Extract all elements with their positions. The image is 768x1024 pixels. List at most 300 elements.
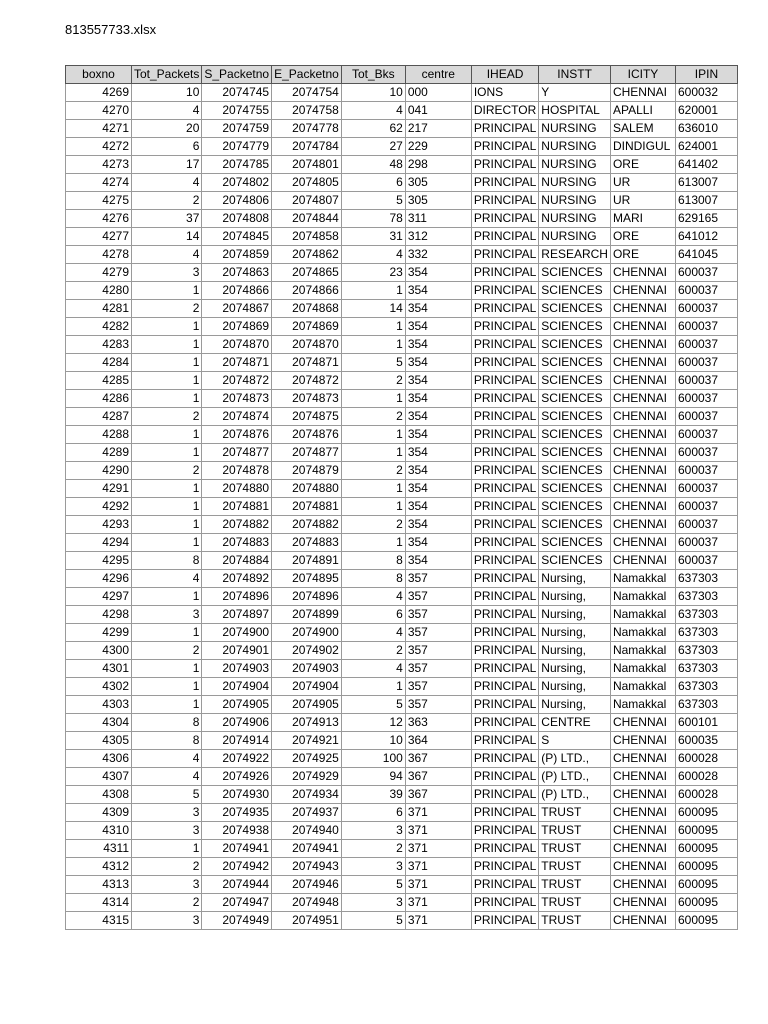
cell-e-packetno[interactable]: 2074934 — [272, 786, 342, 804]
cell-centre[interactable]: 371 — [405, 894, 471, 912]
cell-s-packetno[interactable]: 2074871 — [202, 354, 272, 372]
cell-icity[interactable]: CHENNAI — [610, 822, 675, 840]
cell-ihead[interactable]: PRINCIPAL — [471, 678, 538, 696]
cell-tot-packets[interactable]: 1 — [132, 444, 202, 462]
cell-tot-packets[interactable]: 2 — [132, 858, 202, 876]
cell-s-packetno[interactable]: 2074745 — [202, 84, 272, 102]
cell-boxno[interactable]: 4294 — [66, 534, 132, 552]
cell-boxno[interactable]: 4277 — [66, 228, 132, 246]
cell-tot-packets[interactable]: 2 — [132, 300, 202, 318]
cell-instt[interactable]: SCIENCES — [539, 462, 611, 480]
cell-centre[interactable]: 305 — [405, 174, 471, 192]
cell-ihead[interactable]: PRINCIPAL — [471, 822, 538, 840]
cell-ihead[interactable]: PRINCIPAL — [471, 570, 538, 588]
cell-s-packetno[interactable]: 2074947 — [202, 894, 272, 912]
cell-ipin[interactable]: 613007 — [675, 174, 737, 192]
cell-centre[interactable]: 354 — [405, 480, 471, 498]
cell-s-packetno[interactable]: 2074806 — [202, 192, 272, 210]
cell-ihead[interactable]: PRINCIPAL — [471, 588, 538, 606]
cell-boxno[interactable]: 4271 — [66, 120, 132, 138]
cell-tot-packets[interactable]: 1 — [132, 480, 202, 498]
cell-tot-packets[interactable]: 4 — [132, 570, 202, 588]
cell-boxno[interactable]: 4310 — [66, 822, 132, 840]
cell-tot-bks[interactable]: 2 — [341, 516, 405, 534]
cell-tot-bks[interactable]: 5 — [341, 354, 405, 372]
cell-centre[interactable]: 354 — [405, 318, 471, 336]
cell-icity[interactable]: CHENNAI — [610, 786, 675, 804]
cell-e-packetno[interactable]: 2074937 — [272, 804, 342, 822]
cell-s-packetno[interactable]: 2074905 — [202, 696, 272, 714]
cell-ipin[interactable]: 641012 — [675, 228, 737, 246]
cell-ipin[interactable]: 600095 — [675, 858, 737, 876]
cell-boxno[interactable]: 4275 — [66, 192, 132, 210]
cell-icity[interactable]: Namakkal — [610, 624, 675, 642]
cell-instt[interactable]: TRUST — [539, 822, 611, 840]
cell-ipin[interactable]: 637303 — [675, 624, 737, 642]
cell-instt[interactable]: TRUST — [539, 876, 611, 894]
cell-ipin[interactable]: 600095 — [675, 840, 737, 858]
cell-instt[interactable]: HOSPITAL — [539, 102, 611, 120]
cell-icity[interactable]: CHENNAI — [610, 264, 675, 282]
cell-centre[interactable]: 354 — [405, 390, 471, 408]
cell-ihead[interactable]: PRINCIPAL — [471, 768, 538, 786]
cell-centre[interactable]: 367 — [405, 768, 471, 786]
cell-ipin[interactable]: 600037 — [675, 264, 737, 282]
cell-boxno[interactable]: 4296 — [66, 570, 132, 588]
cell-tot-bks[interactable]: 5 — [341, 696, 405, 714]
cell-e-packetno[interactable]: 2074904 — [272, 678, 342, 696]
cell-instt[interactable]: SCIENCES — [539, 444, 611, 462]
cell-tot-bks[interactable]: 5 — [341, 192, 405, 210]
cell-ihead[interactable]: PRINCIPAL — [471, 300, 538, 318]
cell-instt[interactable]: RESEARCH — [539, 246, 611, 264]
cell-icity[interactable]: ORE — [610, 246, 675, 264]
cell-instt[interactable]: Nursing, — [539, 678, 611, 696]
cell-boxno[interactable]: 4313 — [66, 876, 132, 894]
cell-ipin[interactable]: 637303 — [675, 642, 737, 660]
cell-centre[interactable]: 305 — [405, 192, 471, 210]
cell-e-packetno[interactable]: 2074899 — [272, 606, 342, 624]
cell-e-packetno[interactable]: 2074900 — [272, 624, 342, 642]
cell-tot-bks[interactable]: 6 — [341, 606, 405, 624]
cell-tot-packets[interactable]: 1 — [132, 318, 202, 336]
cell-boxno[interactable]: 4291 — [66, 480, 132, 498]
cell-centre[interactable]: 354 — [405, 516, 471, 534]
cell-s-packetno[interactable]: 2074880 — [202, 480, 272, 498]
cell-tot-bks[interactable]: 4 — [341, 660, 405, 678]
cell-tot-bks[interactable]: 12 — [341, 714, 405, 732]
cell-tot-bks[interactable]: 10 — [341, 732, 405, 750]
cell-e-packetno[interactable]: 2074877 — [272, 444, 342, 462]
cell-tot-bks[interactable]: 2 — [341, 408, 405, 426]
cell-ipin[interactable]: 600028 — [675, 786, 737, 804]
cell-s-packetno[interactable]: 2074785 — [202, 156, 272, 174]
cell-tot-packets[interactable]: 1 — [132, 534, 202, 552]
cell-s-packetno[interactable]: 2074869 — [202, 318, 272, 336]
cell-tot-bks[interactable]: 4 — [341, 624, 405, 642]
cell-instt[interactable]: TRUST — [539, 912, 611, 930]
cell-ihead[interactable]: PRINCIPAL — [471, 696, 538, 714]
cell-boxno[interactable]: 4315 — [66, 912, 132, 930]
cell-tot-bks[interactable]: 1 — [341, 678, 405, 696]
cell-tot-packets[interactable]: 4 — [132, 246, 202, 264]
cell-boxno[interactable]: 4300 — [66, 642, 132, 660]
cell-icity[interactable]: Namakkal — [610, 678, 675, 696]
cell-boxno[interactable]: 4303 — [66, 696, 132, 714]
cell-icity[interactable]: ORE — [610, 228, 675, 246]
cell-boxno[interactable]: 4270 — [66, 102, 132, 120]
cell-tot-packets[interactable]: 14 — [132, 228, 202, 246]
cell-ipin[interactable]: 600037 — [675, 408, 737, 426]
cell-ipin[interactable]: 600037 — [675, 318, 737, 336]
cell-boxno[interactable]: 4309 — [66, 804, 132, 822]
cell-s-packetno[interactable]: 2074866 — [202, 282, 272, 300]
cell-ipin[interactable]: 637303 — [675, 696, 737, 714]
cell-ihead[interactable]: PRINCIPAL — [471, 642, 538, 660]
cell-tot-bks[interactable]: 1 — [341, 534, 405, 552]
cell-centre[interactable]: 298 — [405, 156, 471, 174]
cell-tot-packets[interactable]: 3 — [132, 822, 202, 840]
cell-tot-packets[interactable]: 2 — [132, 894, 202, 912]
cell-ipin[interactable]: 600035 — [675, 732, 737, 750]
cell-tot-packets[interactable]: 5 — [132, 786, 202, 804]
cell-ihead[interactable]: PRINCIPAL — [471, 912, 538, 930]
cell-tot-bks[interactable]: 31 — [341, 228, 405, 246]
cell-s-packetno[interactable]: 2074942 — [202, 858, 272, 876]
cell-tot-bks[interactable]: 10 — [341, 84, 405, 102]
cell-centre[interactable]: 354 — [405, 372, 471, 390]
cell-icity[interactable]: CHENNAI — [610, 426, 675, 444]
cell-centre[interactable]: 354 — [405, 282, 471, 300]
cell-centre[interactable]: 357 — [405, 624, 471, 642]
cell-icity[interactable]: CHENNAI — [610, 894, 675, 912]
cell-ipin[interactable]: 600037 — [675, 462, 737, 480]
cell-tot-bks[interactable]: 3 — [341, 894, 405, 912]
cell-boxno[interactable]: 4287 — [66, 408, 132, 426]
cell-ihead[interactable]: PRINCIPAL — [471, 750, 538, 768]
cell-tot-bks[interactable]: 1 — [341, 444, 405, 462]
cell-ihead[interactable]: PRINCIPAL — [471, 174, 538, 192]
cell-instt[interactable]: SCIENCES — [539, 264, 611, 282]
cell-e-packetno[interactable]: 2074801 — [272, 156, 342, 174]
cell-ihead[interactable]: PRINCIPAL — [471, 120, 538, 138]
cell-ihead[interactable]: IONS — [471, 84, 538, 102]
cell-s-packetno[interactable]: 2074863 — [202, 264, 272, 282]
cell-tot-packets[interactable]: 20 — [132, 120, 202, 138]
cell-instt[interactable]: NURSING — [539, 228, 611, 246]
cell-icity[interactable]: CHENNAI — [610, 390, 675, 408]
cell-tot-bks[interactable]: 3 — [341, 822, 405, 840]
cell-tot-bks[interactable]: 78 — [341, 210, 405, 228]
column-header-s-packetno[interactable]: S_Packetno — [202, 66, 272, 84]
cell-centre[interactable]: 367 — [405, 750, 471, 768]
cell-boxno[interactable]: 4304 — [66, 714, 132, 732]
cell-e-packetno[interactable]: 2074784 — [272, 138, 342, 156]
cell-e-packetno[interactable]: 2074943 — [272, 858, 342, 876]
cell-centre[interactable]: 354 — [405, 462, 471, 480]
cell-boxno[interactable]: 4281 — [66, 300, 132, 318]
cell-boxno[interactable]: 4279 — [66, 264, 132, 282]
cell-centre[interactable]: 354 — [405, 300, 471, 318]
cell-icity[interactable]: CHENNAI — [610, 516, 675, 534]
cell-boxno[interactable]: 4301 — [66, 660, 132, 678]
cell-tot-packets[interactable]: 2 — [132, 408, 202, 426]
cell-ipin[interactable]: 600037 — [675, 336, 737, 354]
cell-s-packetno[interactable]: 2074892 — [202, 570, 272, 588]
cell-ipin[interactable]: 600037 — [675, 552, 737, 570]
cell-s-packetno[interactable]: 2074935 — [202, 804, 272, 822]
cell-tot-packets[interactable]: 8 — [132, 552, 202, 570]
cell-centre[interactable]: 332 — [405, 246, 471, 264]
cell-s-packetno[interactable]: 2074901 — [202, 642, 272, 660]
cell-centre[interactable]: 229 — [405, 138, 471, 156]
cell-centre[interactable]: 311 — [405, 210, 471, 228]
cell-s-packetno[interactable]: 2074870 — [202, 336, 272, 354]
cell-centre[interactable]: 357 — [405, 588, 471, 606]
cell-instt[interactable]: NURSING — [539, 174, 611, 192]
cell-ihead[interactable]: PRINCIPAL — [471, 282, 538, 300]
cell-instt[interactable]: SCIENCES — [539, 552, 611, 570]
cell-ipin[interactable]: 600037 — [675, 480, 737, 498]
cell-ihead[interactable]: PRINCIPAL — [471, 480, 538, 498]
cell-ipin[interactable]: 600037 — [675, 390, 737, 408]
cell-instt[interactable]: (P) LTD., — [539, 750, 611, 768]
cell-tot-packets[interactable]: 1 — [132, 372, 202, 390]
cell-tot-packets[interactable]: 17 — [132, 156, 202, 174]
cell-icity[interactable]: CHENNAI — [610, 408, 675, 426]
cell-e-packetno[interactable]: 2074869 — [272, 318, 342, 336]
cell-ipin[interactable]: 637303 — [675, 588, 737, 606]
column-header-boxno[interactable]: boxno — [66, 66, 132, 84]
cell-ihead[interactable]: PRINCIPAL — [471, 714, 538, 732]
cell-ihead[interactable]: PRINCIPAL — [471, 606, 538, 624]
cell-instt[interactable]: SCIENCES — [539, 372, 611, 390]
cell-ihead[interactable]: PRINCIPAL — [471, 210, 538, 228]
cell-instt[interactable]: Nursing, — [539, 696, 611, 714]
cell-icity[interactable]: MARI — [610, 210, 675, 228]
cell-ipin[interactable]: 600037 — [675, 354, 737, 372]
cell-tot-bks[interactable]: 14 — [341, 300, 405, 318]
cell-centre[interactable]: 357 — [405, 696, 471, 714]
cell-tot-bks[interactable]: 1 — [341, 336, 405, 354]
cell-tot-bks[interactable]: 5 — [341, 876, 405, 894]
cell-icity[interactable]: CHENNAI — [610, 750, 675, 768]
cell-boxno[interactable]: 4282 — [66, 318, 132, 336]
cell-ihead[interactable]: PRINCIPAL — [471, 264, 538, 282]
cell-instt[interactable]: SCIENCES — [539, 354, 611, 372]
cell-instt[interactable]: SCIENCES — [539, 498, 611, 516]
column-header-ipin[interactable]: IPIN — [675, 66, 737, 84]
cell-s-packetno[interactable]: 2074859 — [202, 246, 272, 264]
cell-e-packetno[interactable]: 2074903 — [272, 660, 342, 678]
cell-tot-packets[interactable]: 4 — [132, 174, 202, 192]
cell-ipin[interactable]: 600037 — [675, 300, 737, 318]
cell-instt[interactable]: SCIENCES — [539, 300, 611, 318]
cell-boxno[interactable]: 4283 — [66, 336, 132, 354]
cell-tot-packets[interactable]: 1 — [132, 390, 202, 408]
cell-s-packetno[interactable]: 2074904 — [202, 678, 272, 696]
cell-ipin[interactable]: 600101 — [675, 714, 737, 732]
cell-ihead[interactable]: PRINCIPAL — [471, 498, 538, 516]
cell-e-packetno[interactable]: 2074895 — [272, 570, 342, 588]
cell-boxno[interactable]: 4269 — [66, 84, 132, 102]
column-header-centre[interactable]: centre — [405, 66, 471, 84]
cell-s-packetno[interactable]: 2074845 — [202, 228, 272, 246]
column-header-instt[interactable]: INSTT — [539, 66, 611, 84]
column-header-ihead[interactable]: IHEAD — [471, 66, 538, 84]
cell-icity[interactable]: CHENNAI — [610, 354, 675, 372]
cell-ihead[interactable]: PRINCIPAL — [471, 138, 538, 156]
column-header-icity[interactable]: ICITY — [610, 66, 675, 84]
cell-tot-packets[interactable]: 1 — [132, 840, 202, 858]
cell-instt[interactable]: SCIENCES — [539, 282, 611, 300]
cell-icity[interactable]: Namakkal — [610, 606, 675, 624]
cell-ipin[interactable]: 600037 — [675, 498, 737, 516]
cell-icity[interactable]: CHENNAI — [610, 480, 675, 498]
cell-ipin[interactable]: 600037 — [675, 444, 737, 462]
cell-e-packetno[interactable]: 2074921 — [272, 732, 342, 750]
cell-centre[interactable]: 354 — [405, 534, 471, 552]
cell-centre[interactable]: 357 — [405, 606, 471, 624]
cell-icity[interactable]: CHENNAI — [610, 534, 675, 552]
cell-ihead[interactable]: PRINCIPAL — [471, 390, 538, 408]
cell-boxno[interactable]: 4314 — [66, 894, 132, 912]
cell-instt[interactable]: TRUST — [539, 858, 611, 876]
cell-ihead[interactable]: PRINCIPAL — [471, 192, 538, 210]
cell-s-packetno[interactable]: 2074914 — [202, 732, 272, 750]
cell-instt[interactable]: TRUST — [539, 894, 611, 912]
cell-tot-bks[interactable]: 1 — [341, 480, 405, 498]
cell-icity[interactable]: SALEM — [610, 120, 675, 138]
cell-ipin[interactable]: 600037 — [675, 282, 737, 300]
cell-ipin[interactable]: 637303 — [675, 606, 737, 624]
cell-centre[interactable]: 371 — [405, 804, 471, 822]
cell-s-packetno[interactable]: 2074755 — [202, 102, 272, 120]
cell-centre[interactable]: 371 — [405, 876, 471, 894]
cell-ipin[interactable]: 629165 — [675, 210, 737, 228]
cell-tot-packets[interactable]: 8 — [132, 732, 202, 750]
cell-instt[interactable]: SCIENCES — [539, 390, 611, 408]
cell-boxno[interactable]: 4274 — [66, 174, 132, 192]
cell-e-packetno[interactable]: 2074880 — [272, 480, 342, 498]
cell-instt[interactable]: SCIENCES — [539, 318, 611, 336]
cell-ipin[interactable]: 636010 — [675, 120, 737, 138]
cell-ipin[interactable]: 600095 — [675, 894, 737, 912]
cell-e-packetno[interactable]: 2074913 — [272, 714, 342, 732]
cell-s-packetno[interactable]: 2074930 — [202, 786, 272, 804]
cell-instt[interactable]: NURSING — [539, 210, 611, 228]
cell-tot-bks[interactable]: 2 — [341, 642, 405, 660]
cell-tot-packets[interactable]: 1 — [132, 354, 202, 372]
cell-icity[interactable]: Namakkal — [610, 588, 675, 606]
cell-tot-bks[interactable]: 6 — [341, 804, 405, 822]
cell-instt[interactable]: Nursing, — [539, 624, 611, 642]
cell-instt[interactable]: NURSING — [539, 138, 611, 156]
cell-icity[interactable]: CHENNAI — [610, 876, 675, 894]
cell-tot-bks[interactable]: 4 — [341, 246, 405, 264]
cell-e-packetno[interactable]: 2074941 — [272, 840, 342, 858]
cell-ipin[interactable]: 600037 — [675, 372, 737, 390]
cell-ihead[interactable]: PRINCIPAL — [471, 894, 538, 912]
cell-instt[interactable]: SCIENCES — [539, 336, 611, 354]
cell-s-packetno[interactable]: 2074906 — [202, 714, 272, 732]
cell-e-packetno[interactable]: 2074946 — [272, 876, 342, 894]
cell-icity[interactable]: Namakkal — [610, 660, 675, 678]
cell-e-packetno[interactable]: 2074879 — [272, 462, 342, 480]
cell-boxno[interactable]: 4312 — [66, 858, 132, 876]
cell-s-packetno[interactable]: 2074884 — [202, 552, 272, 570]
cell-icity[interactable]: CHENNAI — [610, 858, 675, 876]
cell-tot-bks[interactable]: 1 — [341, 390, 405, 408]
cell-instt[interactable]: SCIENCES — [539, 426, 611, 444]
cell-e-packetno[interactable]: 2074858 — [272, 228, 342, 246]
cell-tot-packets[interactable]: 3 — [132, 912, 202, 930]
cell-boxno[interactable]: 4302 — [66, 678, 132, 696]
cell-boxno[interactable]: 4305 — [66, 732, 132, 750]
cell-centre[interactable]: 371 — [405, 822, 471, 840]
cell-s-packetno[interactable]: 2074759 — [202, 120, 272, 138]
cell-boxno[interactable]: 4298 — [66, 606, 132, 624]
cell-e-packetno[interactable]: 2074881 — [272, 498, 342, 516]
cell-instt[interactable]: SCIENCES — [539, 480, 611, 498]
cell-ihead[interactable]: PRINCIPAL — [471, 246, 538, 264]
cell-boxno[interactable]: 4308 — [66, 786, 132, 804]
cell-centre[interactable]: 354 — [405, 354, 471, 372]
cell-icity[interactable]: CHENNAI — [610, 444, 675, 462]
cell-ipin[interactable]: 637303 — [675, 678, 737, 696]
cell-tot-bks[interactable]: 8 — [341, 570, 405, 588]
cell-ipin[interactable]: 600095 — [675, 822, 737, 840]
cell-s-packetno[interactable]: 2074896 — [202, 588, 272, 606]
cell-tot-bks[interactable]: 2 — [341, 372, 405, 390]
cell-centre[interactable]: 364 — [405, 732, 471, 750]
cell-instt[interactable]: Nursing, — [539, 570, 611, 588]
cell-instt[interactable]: Nursing, — [539, 606, 611, 624]
cell-instt[interactable]: Nursing, — [539, 588, 611, 606]
cell-instt[interactable]: NURSING — [539, 120, 611, 138]
cell-e-packetno[interactable]: 2074925 — [272, 750, 342, 768]
cell-centre[interactable]: 357 — [405, 660, 471, 678]
cell-icity[interactable]: CHENNAI — [610, 840, 675, 858]
cell-centre[interactable]: 000 — [405, 84, 471, 102]
cell-ihead[interactable]: DIRECTOR — [471, 102, 538, 120]
cell-tot-packets[interactable]: 4 — [132, 768, 202, 786]
cell-boxno[interactable]: 4280 — [66, 282, 132, 300]
cell-boxno[interactable]: 4273 — [66, 156, 132, 174]
cell-instt[interactable]: SCIENCES — [539, 408, 611, 426]
cell-ihead[interactable]: PRINCIPAL — [471, 354, 538, 372]
cell-tot-packets[interactable]: 1 — [132, 696, 202, 714]
cell-ipin[interactable]: 641045 — [675, 246, 737, 264]
cell-instt[interactable]: NURSING — [539, 192, 611, 210]
cell-tot-packets[interactable]: 1 — [132, 588, 202, 606]
cell-ipin[interactable]: 600032 — [675, 84, 737, 102]
cell-icity[interactable]: Namakkal — [610, 570, 675, 588]
cell-e-packetno[interactable]: 2074871 — [272, 354, 342, 372]
cell-instt[interactable]: S — [539, 732, 611, 750]
cell-icity[interactable]: CHENNAI — [610, 714, 675, 732]
cell-tot-packets[interactable]: 1 — [132, 624, 202, 642]
cell-e-packetno[interactable]: 2074778 — [272, 120, 342, 138]
cell-ipin[interactable]: 641402 — [675, 156, 737, 174]
cell-icity[interactable]: CHENNAI — [610, 300, 675, 318]
cell-instt[interactable]: Y — [539, 84, 611, 102]
cell-boxno[interactable]: 4284 — [66, 354, 132, 372]
cell-s-packetno[interactable]: 2074882 — [202, 516, 272, 534]
cell-icity[interactable]: ORE — [610, 156, 675, 174]
cell-icity[interactable]: UR — [610, 174, 675, 192]
cell-tot-packets[interactable]: 1 — [132, 426, 202, 444]
